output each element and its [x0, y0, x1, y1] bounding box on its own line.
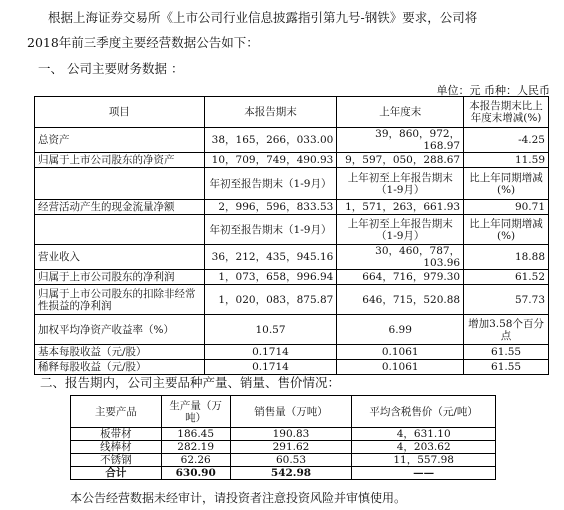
row-value: 2，996，596，833.53 [204, 200, 337, 215]
header-item: 项目 [35, 97, 205, 128]
total-price: —— [352, 467, 496, 480]
row-value: 1，020，083，875.87 [204, 285, 337, 315]
table-row [35, 153, 549, 168]
row-value: 57.73 [464, 285, 549, 315]
table-row [35, 245, 549, 270]
row-value: 1，073，658，996.94 [204, 270, 337, 285]
row-value: 6.99 [337, 315, 464, 345]
row-value: 10.57 [204, 315, 337, 345]
total-production: 630.90 [161, 467, 230, 480]
section-1-title: 一、 公司主要财务数据 ： [38, 61, 184, 76]
row-label: 营业收入 [35, 245, 205, 270]
product-name: 线棒材 [71, 441, 162, 454]
disclaimer-note: 本公告经营数据未经审计，请投资者注意投资风险并审慎使用。 [70, 491, 407, 505]
production-value: 62.26 [161, 454, 230, 467]
header-last-year-end: 上年度末 [337, 97, 464, 128]
table-row [35, 270, 549, 285]
row-value: 0.1061 [337, 360, 464, 375]
table-row [71, 454, 496, 467]
table-row [71, 428, 496, 441]
table-row [35, 200, 549, 215]
row-label: 归属于上市公司股东的净资产 [35, 153, 205, 168]
row-value: 0.1061 [337, 345, 464, 360]
row-value: 增加3.58个百分点 [464, 315, 549, 345]
row-value: 0.1714 [204, 345, 337, 360]
row-value: 646，715，520.88 [337, 285, 464, 315]
row-label: 加权平均净资产收益率（%） [35, 315, 205, 345]
financial-data-table [34, 96, 549, 375]
row-value: 36，212，435，945.16 [204, 245, 337, 270]
row-label: 稀释每股收益（元/股） [35, 360, 205, 375]
table-header-row [71, 396, 496, 428]
row-value: 18.88 [464, 245, 549, 270]
subheader-prior-ytd: 上年初至上年报告期末（1-9月） [337, 168, 464, 200]
row-label: 归属于上市公司股东的扣除非经常性损益的净利润 [35, 285, 205, 315]
table-header-row [35, 97, 549, 128]
sales-value: 291.62 [230, 441, 352, 454]
header-sales: 销售量（万吨） [230, 396, 352, 428]
row-value: 0.1714 [204, 360, 337, 375]
row-value: 90.71 [464, 200, 549, 215]
total-sales: 542.98 [230, 467, 352, 480]
row-value: 1，571，263，661.93 [337, 200, 464, 215]
sales-value: 60.53 [230, 454, 352, 467]
row-value: 10，709，749，490.93 [204, 153, 337, 168]
row-value: 38，165，266，033.00 [204, 128, 337, 153]
price-value: 11，557.98 [352, 454, 496, 467]
row-value: 9，597，050，288.67 [337, 153, 464, 168]
total-label: 合计 [71, 467, 162, 480]
intro-line-2: 2018年前三季度主要经营数据公告如下： [27, 35, 259, 50]
subheader-prior-ytd: 上年初至上年报告期末（1-9月） [337, 215, 464, 245]
header-current-period: 本报告期末 [204, 97, 337, 128]
row-value: 61.55 [464, 360, 549, 375]
section-2-title: 二、报告期内，公司主要品种产量、销量、售价情况： [40, 375, 341, 390]
table-row [35, 315, 549, 345]
table-row [35, 345, 549, 360]
subheader-ytd: 年初至报告期末（1-9月） [204, 215, 337, 245]
product-name: 不锈钢 [71, 454, 162, 467]
production-sales-table [70, 395, 496, 480]
table-subheader-row [35, 168, 549, 200]
product-name: 板带材 [71, 428, 162, 441]
row-label: 归属于上市公司股东的净利润 [35, 270, 205, 285]
row-value: 664，716，979.30 [337, 270, 464, 285]
row-label: 总资产 [35, 128, 205, 153]
row-label: 经营活动产生的现金流量净额 [35, 200, 205, 215]
price-value: 4，631.10 [352, 428, 496, 441]
row-value: 11.59 [464, 153, 549, 168]
table-row [35, 128, 549, 153]
header-production: 生产量（万吨） [161, 396, 230, 428]
table-row [35, 285, 549, 315]
unit-label: 单位：元 币种：人民币 [436, 84, 550, 97]
table-subheader-row [35, 215, 549, 245]
header-change: 本报告期末比上年度末增减(%) [464, 97, 549, 128]
table-row [71, 441, 496, 454]
subheader-ytd: 年初至报告期末（1-9月） [204, 168, 337, 200]
table-total-row [71, 467, 496, 480]
row-value: 61.55 [464, 345, 549, 360]
sales-value: 190.83 [230, 428, 352, 441]
header-product: 主要产品 [71, 396, 162, 428]
production-value: 186.45 [161, 428, 230, 441]
header-price: 平均含税售价（元/吨） [352, 396, 496, 428]
row-value: 61.52 [464, 270, 549, 285]
row-label: 基本每股收益（元/股） [35, 345, 205, 360]
subheader-yoy-change: 比上年同期增减(%) [464, 215, 549, 245]
subheader-yoy-change: 比上年同期增减(%) [464, 168, 549, 200]
price-value: 4，203.62 [352, 441, 496, 454]
row-value: 30，460，787，103.96 [337, 245, 464, 270]
row-value: -4.25 [464, 128, 549, 153]
row-value: 39，860，972，168.97 [337, 128, 464, 153]
production-value: 282.19 [161, 441, 230, 454]
intro-line-1: 根据上海证券交易所《上市公司行业信息披露指引第九号-钢铁》要求，公司将 [48, 10, 478, 25]
